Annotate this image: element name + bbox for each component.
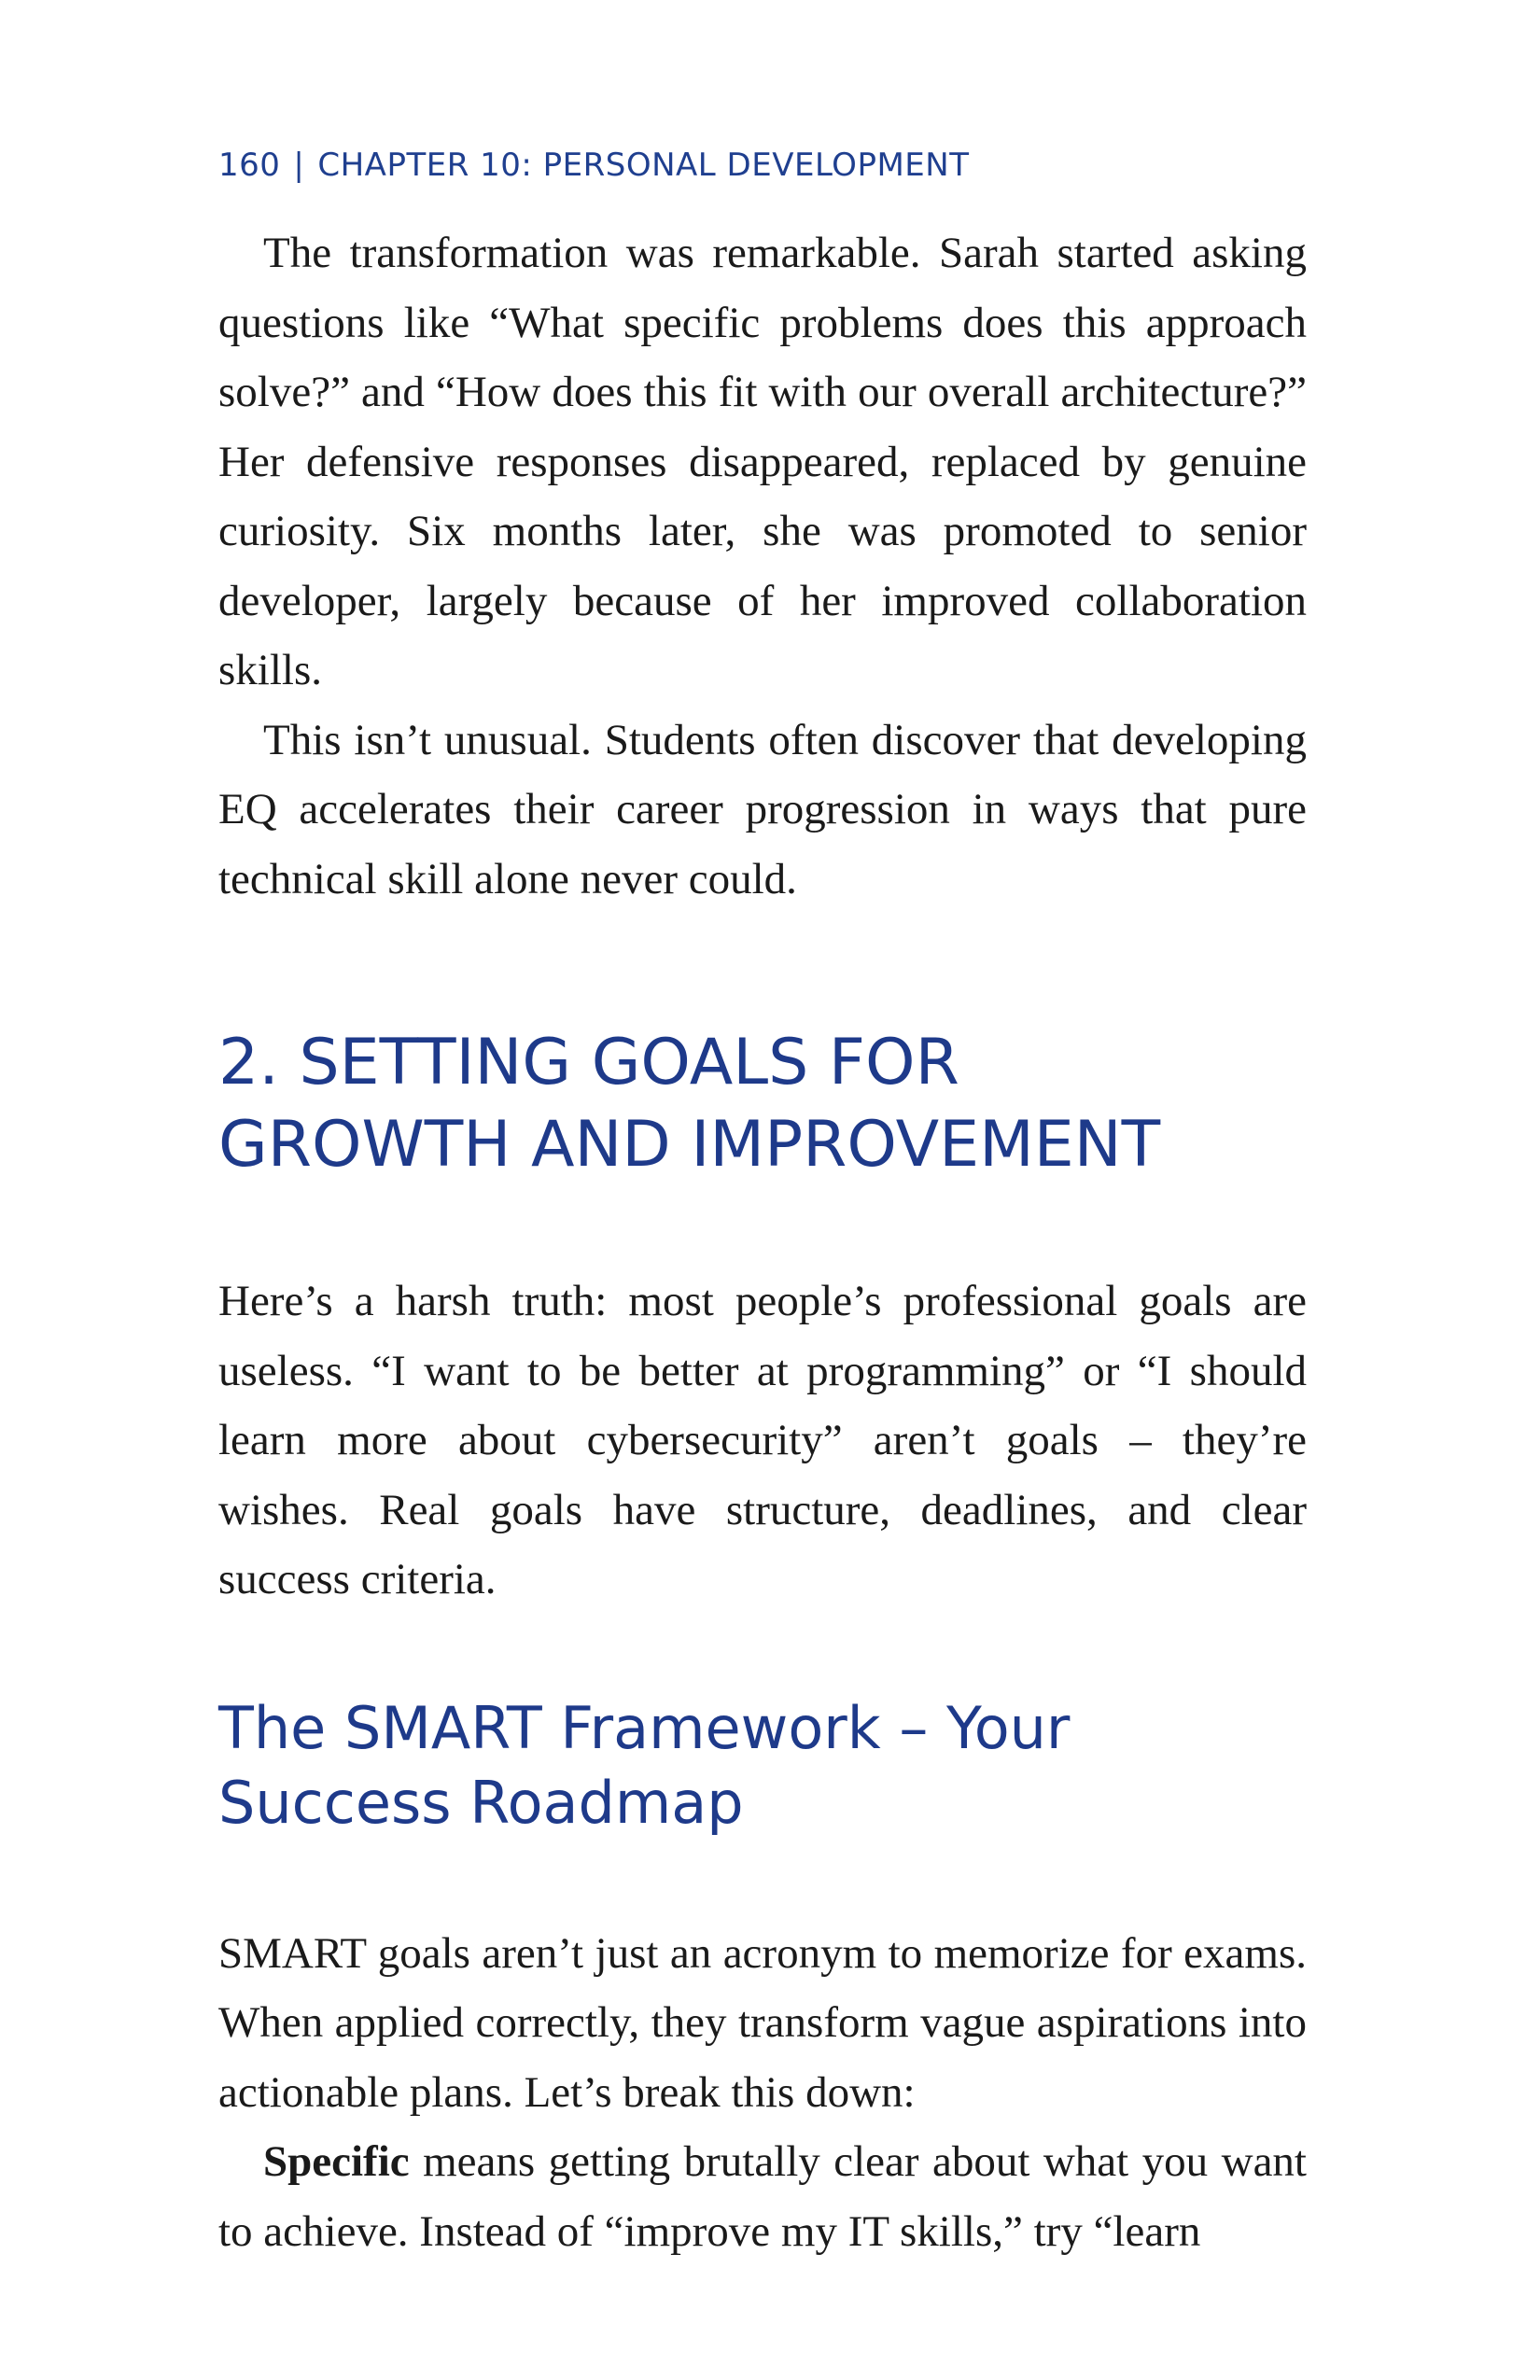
page-content: [218, 218, 1307, 2266]
paragraph-eq-career: This isn’t unusual. Students often discover that developing EQ accelerates their career progression in ways that pure technical skill alone never could.: [218, 715, 1307, 903]
paragraph-harsh-truth: Here’s a harsh truth: most people’s professional goals are useless. “I want to be better at programming” or “I should learn more about cybersecurity” aren’t goals – they’re wishes. Real goals have structure, deadlines, and clear success criteria.: [218, 1277, 1307, 1603]
running-head-separator: |: [293, 147, 305, 184]
running-head: [218, 145, 1320, 186]
paragraph-sarah-transformation: The transformation was remarkable. Sarah started asking questions like “What specific problems does this approach solve?” and “How does this fit with our overall architecture?” Her defensive responses disappeared, replaced by genuine curiosity. Six months later, she was promoted to senior developer, largely because of her improved collaboration skills.: [218, 229, 1307, 694]
term-specific: Specific: [263, 2137, 410, 2186]
paragraph-smart-intro: SMART goals aren’t just an acronym to memorize for exams. When applied correctly, they transform vague aspirations into actionable plans. Let’s break this down:: [218, 1928, 1307, 2117]
paragraph-specific: [218, 2127, 1307, 2266]
subsection-heading-line-2: Success Roadmap: [218, 1768, 744, 1837]
subsection-heading: [218, 1691, 1307, 1841]
section-heading: [218, 1022, 1307, 1186]
paragraph-specific-text: means getting brutally clear about what you want to achieve. Instead of “improve my IT skills,” try “learn: [218, 2137, 1307, 2256]
section-heading-line-2: GROWTH AND IMPROVEMENT: [218, 1108, 1161, 1182]
subsection-heading-line-1: The SMART Framework – Your: [218, 1693, 1071, 1762]
section-heading-line-1: 2. SETTING GOALS FOR: [218, 1026, 959, 1099]
chapter-title: CHAPTER 10: PERSONAL DEVELOPMENT: [317, 147, 970, 184]
page-number: 160: [218, 147, 281, 184]
